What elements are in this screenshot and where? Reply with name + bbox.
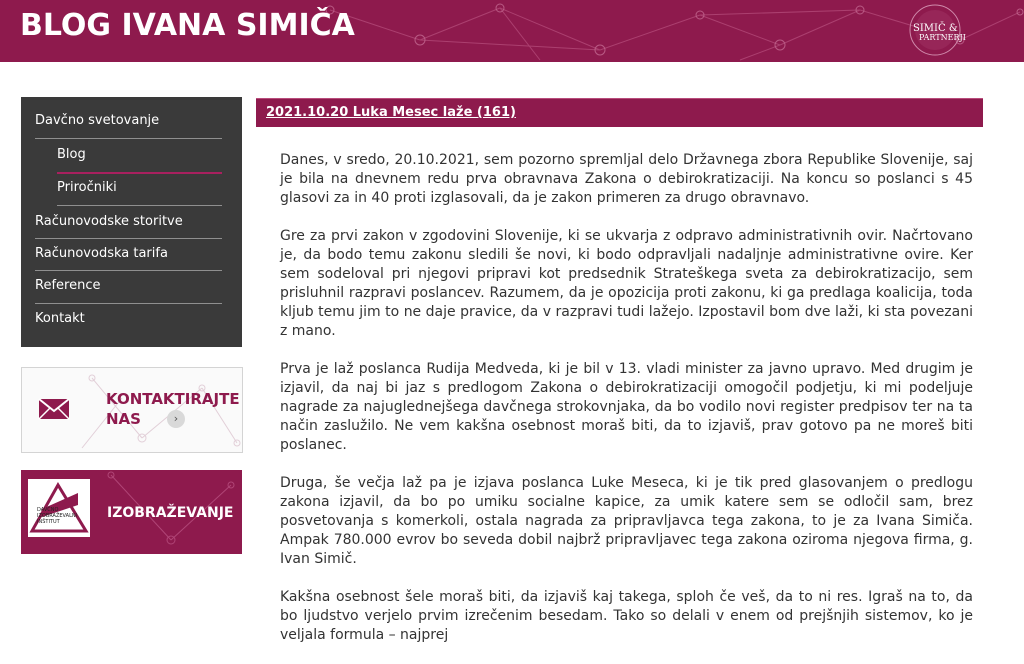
chevron-right-icon[interactable]: › xyxy=(167,410,185,428)
logo-text-line1: SIMIČ & xyxy=(913,23,958,34)
education-cta-label: IZOBRAŽEVANJE xyxy=(107,505,234,521)
post-title-link[interactable]: 2021.10.20 Luka Mesec laže (161) xyxy=(266,105,516,120)
edu-logo-text: DAVČNO IZOBRAŽEVALNI INŠTITUT xyxy=(37,507,78,525)
sidebar-nav xyxy=(21,97,242,347)
nav-item-davcno-svetovanje[interactable]: Davčno svetovanje xyxy=(35,113,160,128)
education-cta-banner[interactable] xyxy=(21,470,242,554)
nav-item-reference[interactable]: Reference xyxy=(35,278,101,293)
post-paragraph: Danes, v sredo, 20.10.2021, sem pozorno spremljal delo Državnega zbora Republike Slovenije, saj je bila na dnevnem redu prva obravnava Zakona o debirokratizaciji. Na koncu so poslanci s 45 glasovi za in 40 proti izglasovali, da je zakon primeren za drugo obravnavo. xyxy=(280,152,973,206)
envelope-icon xyxy=(38,398,70,420)
nav-item-racunovodske-storitve[interactable]: Računovodske storitve xyxy=(35,214,183,229)
contact-cta-label: KONTAKTIRAJTE NAS xyxy=(106,390,240,428)
post-content xyxy=(280,151,973,664)
post-paragraph: Gre za prvi zakon v zgodovini Slovenije, ki se ukvarja z odpravo administrativnih ovir. Načrtovano je, da bodo temu zakonu sledili še novi, ki bodo odpravljali nadaljnje administrativne ovire. Ker sem sodeloval pri njegovi pripravi kot predsednik Strateškega sveta za debirokratizacijo, sem prisluhnil razpravi poslancev. Razumem, da je opozicija proti zakonu, ki ga predlaga koalicija, toda kljub temu jim to ne daje pravice, da v razpravi tudi lažejo. Izpostavil bom dve laži, ki sta povezani z mano. xyxy=(280,228,973,339)
post-paragraph: Druga, še večja laž pa je izjava poslanca Luke Meseca, ki je tik pred glasovanjem o predlogu zakona izjavil, da bo po umiku socialne kapice, za umik katere sem se odločil sam, brez posvetovanja s komerkoli, ostala nagrada za pripravljavca tega zakona, to je za Ivana Simiča. Ampak 780.000 evrov bo seveda dobil najbrž pripravljavec tega zakona oziroma njegova firma, g. Ivan Simič. xyxy=(280,475,973,567)
logo-text-line2: PARTNERJI xyxy=(919,33,966,42)
nav-item-prirocniki[interactable]: Priročniki xyxy=(57,180,117,195)
contact-cta-banner[interactable] xyxy=(21,367,243,453)
post-paragraph: Prva je laž poslanca Rudija Medveda, ki je bil v 13. vladi minister za javno upravo. Med drugim je izjavil, da naj bi jaz s predlogom Zakona o debirokratizaciji omogočil podjetju, ki mi podeljuje nagrade za najuglednejšega davčnega strokovnjaka, da bo vodilo novi register predpisov ter na ta način zaslužilo. Ne vem kakšna osebnost moraš biti, da to izjaviš, prav gotovo pa ne moreš biti poslanec. xyxy=(280,361,973,453)
site-title[interactable]: BLOG IVANA SIMIČA xyxy=(20,8,355,43)
nav-item-kontakt[interactable]: Kontakt xyxy=(35,311,85,326)
site-header xyxy=(0,0,1024,62)
nav-item-blog[interactable]: Blog xyxy=(57,147,86,162)
post-paragraph: Kakšna osebnost šele moraš biti, da izjaviš kaj takega, sploh če veš, da to ni res. Igraš na to, da bo ljudstvo verjelo prvim izrečenim besedam. Tako so delali v enem od prejšnjih sistemov, ko je veljala formula – najprej xyxy=(280,589,973,643)
post-title-bar xyxy=(256,98,983,127)
nav-item-racunovodska-tarifa[interactable]: Računovodska tarifa xyxy=(35,246,168,261)
